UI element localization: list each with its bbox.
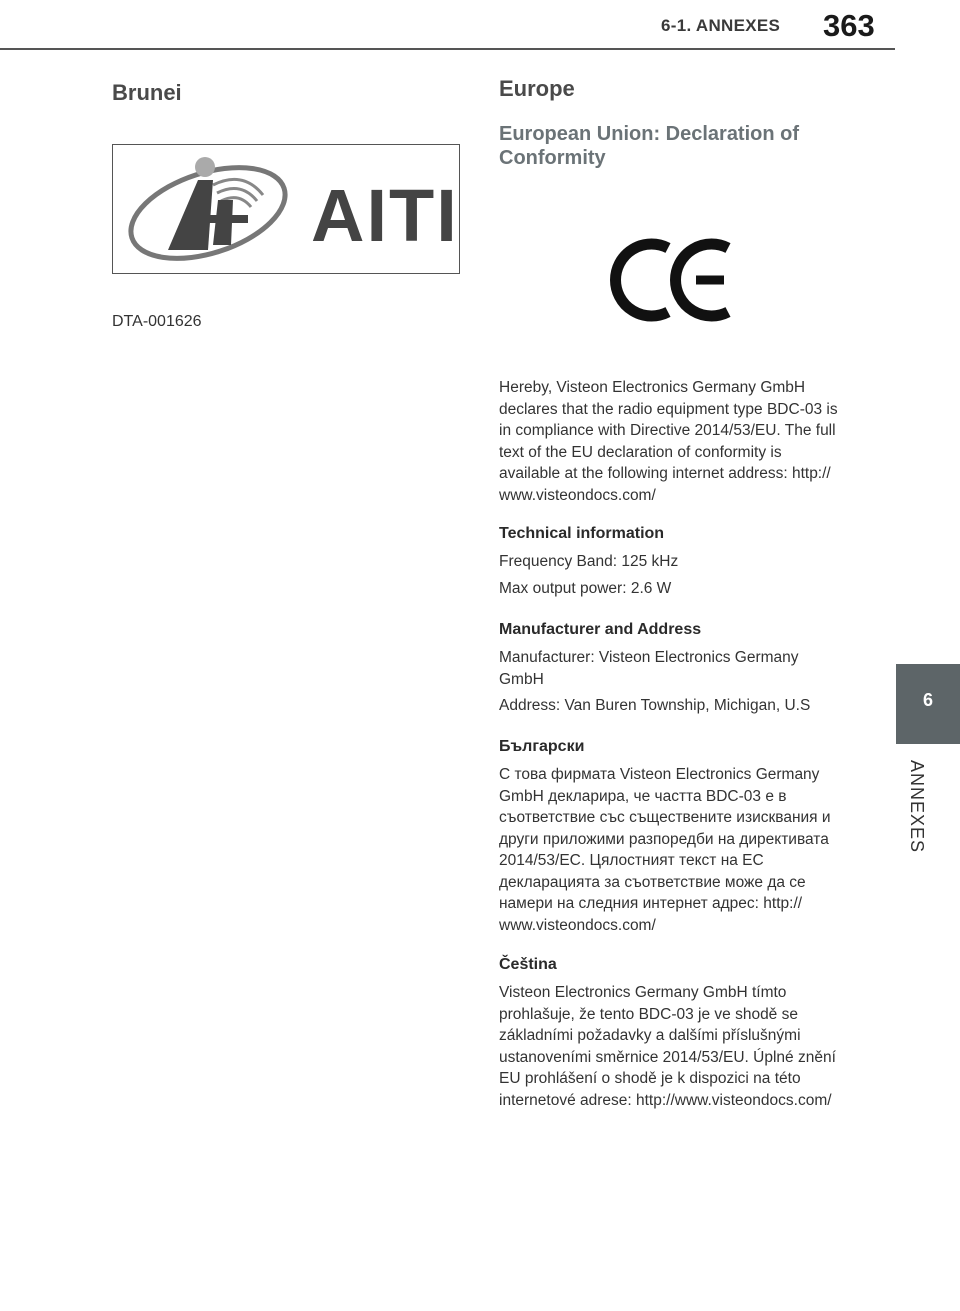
ce-mark <box>590 208 760 348</box>
dta-code: DTA-001626 <box>112 313 202 330</box>
max-output-power: Max output power: 2.6 W <box>499 580 672 597</box>
brunei-heading: Brunei <box>112 80 182 105</box>
bulgarian-text: С това фирмата Visteon Electronics Germany GmbH декларира, че частта BDC-03 е в съответствие със съществените изисквания и други приложими разпоредби на директивата 2014/53/EC. Цялостният текст на EC декларацията за съответствие може да се намери на следния интернет адрес: http:// www.visteondocs.com/ <box>499 766 831 934</box>
bulgarian-heading: Български <box>499 738 585 755</box>
page-number: 363 <box>823 8 875 43</box>
manufacturer-text: Manufacturer: Visteon Electronics Germany GmbH <box>499 649 799 688</box>
declaration-text: Hereby, Visteon Electronics Germany GmbH declares that the radio equipment type BDC-03 is in compliance with Directive 2014/53/EU. The full text of the EU declaration of conformity is available at the following internet address: http:// www.visteondocs.com/ <box>499 379 838 504</box>
czech-heading: Čeština <box>499 956 557 973</box>
address-text: Address: Van Buren Township, Michigan, U.S <box>499 697 811 714</box>
europe-heading: Europe <box>499 76 575 101</box>
ce-mark-graphic <box>590 208 760 348</box>
header-rule <box>0 48 895 50</box>
manufacturer-heading: Manufacturer and Address <box>499 621 702 638</box>
aiti-logo <box>112 144 460 274</box>
chapter-number: 6 <box>922 690 933 710</box>
technical-info-heading: Technical information <box>499 525 665 542</box>
czech-text: Visteon Electronics Germany GmbH tímto prohlašuje, že tento BDC-03 je ve shodě se základními požadavky a dalšími příslušnými ustanoveními směrnice 2014/53/EU. Úplné znění EU prohlášení o shodě je k dispozici na této internetové adrese: http://www.visteondocs.com/ <box>499 984 836 1109</box>
chapter-label: ANNEXES <box>907 760 927 854</box>
eu-declaration-heading: European Union: Declaration of Conformity <box>499 123 800 169</box>
section-title: 6-1. ANNEXES <box>661 16 781 35</box>
frequency-band: Frequency Band: 125 kHz <box>499 553 679 570</box>
aiti-logo-text: AITI <box>311 174 459 257</box>
